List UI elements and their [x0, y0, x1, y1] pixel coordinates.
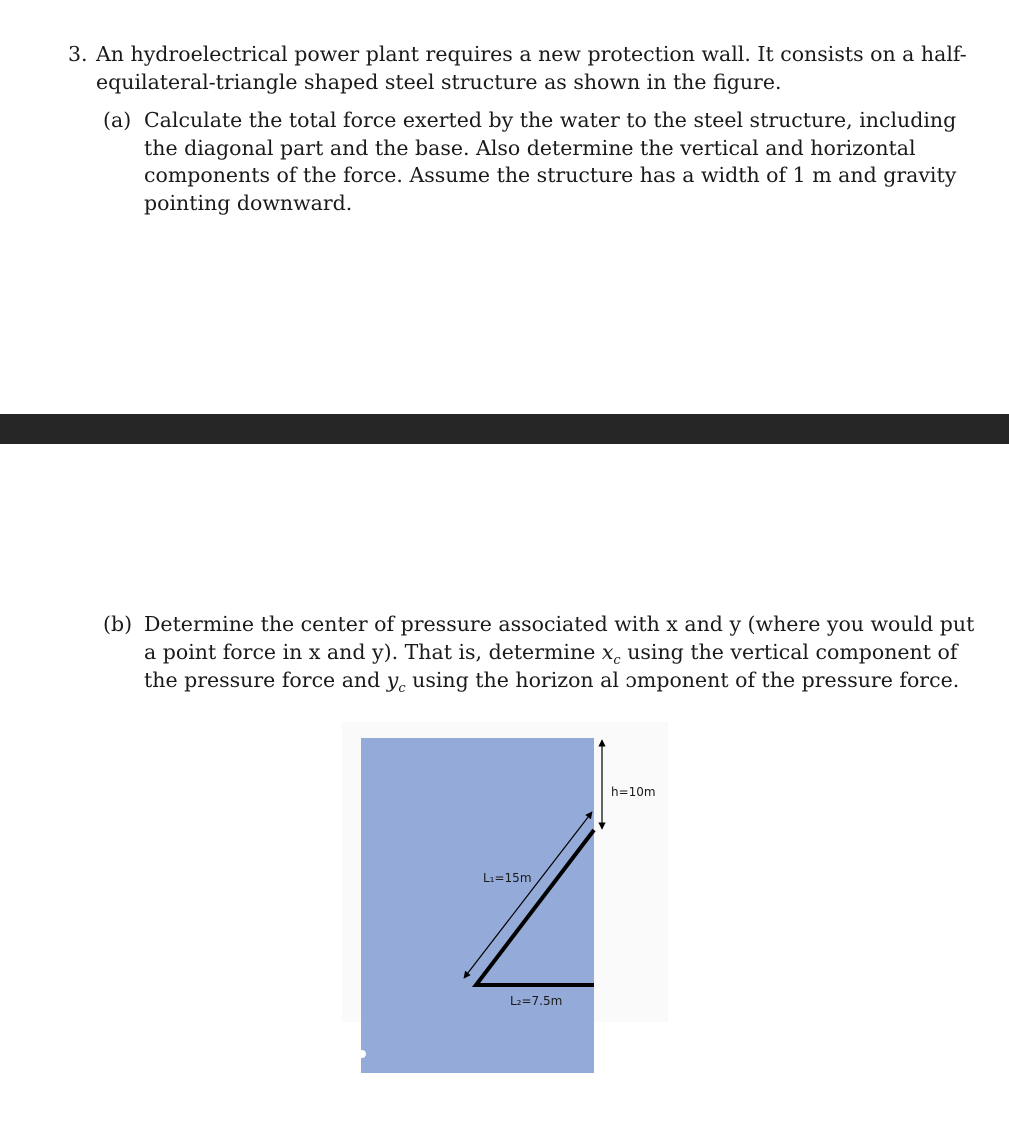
- part-b-line-3-pre: the pressure force and: [144, 668, 387, 692]
- part-b-line-1: Determine the center of pressure associated with x and y (where you would put: [144, 612, 975, 636]
- part-a-line-4: pointing downward.: [144, 190, 353, 215]
- question-intro-line-2: equilateral-triangle shaped steel structure as shown in the figure.: [96, 70, 782, 94]
- part-a-line-2: the diagonal part and the base. Also determine the vertical and horizontal: [144, 135, 916, 160]
- yc-symbol: [386, 668, 406, 697]
- yc-var: y: [386, 668, 399, 692]
- xc-symbol: [601, 640, 621, 669]
- question-number: 3.: [68, 42, 88, 66]
- part-a-line-1: Calculate the total force exerted by the water to the steel structure, including: [144, 108, 957, 132]
- part-a-line-3: components of the force. Assume the structure has a width of 1 m and gravity: [144, 163, 957, 187]
- question-intro-line-1: An hydroelectrical power plant requires a new protection wall. It consists on a half-: [96, 42, 967, 66]
- xc-subscript: c: [613, 653, 621, 669]
- xc-var: x: [601, 640, 614, 664]
- part-b-line-2-post: using the vertical component of: [620, 640, 958, 664]
- h-label: h=10m: [611, 785, 656, 799]
- part-a-label: (a): [103, 108, 132, 132]
- notch-mark: [358, 1050, 366, 1058]
- figure-svg: [340, 720, 670, 1080]
- l1-label: L₁=15m: [483, 871, 532, 885]
- l2-label: L₂=7.5m: [510, 994, 563, 1008]
- part-b-line-2-pre: a point force in x and y). That is, determine: [144, 640, 602, 664]
- part-b-line-3-post: using the horizon al ɔmponent of the pressure force.: [405, 668, 960, 692]
- dark-separator-band: [0, 414, 1009, 444]
- protection-wall-figure: [340, 720, 670, 1080]
- yc-subscript: c: [398, 681, 406, 697]
- part-b-line-3: [144, 667, 959, 703]
- part-b-label: (b): [103, 612, 133, 636]
- water-region: [361, 738, 594, 1073]
